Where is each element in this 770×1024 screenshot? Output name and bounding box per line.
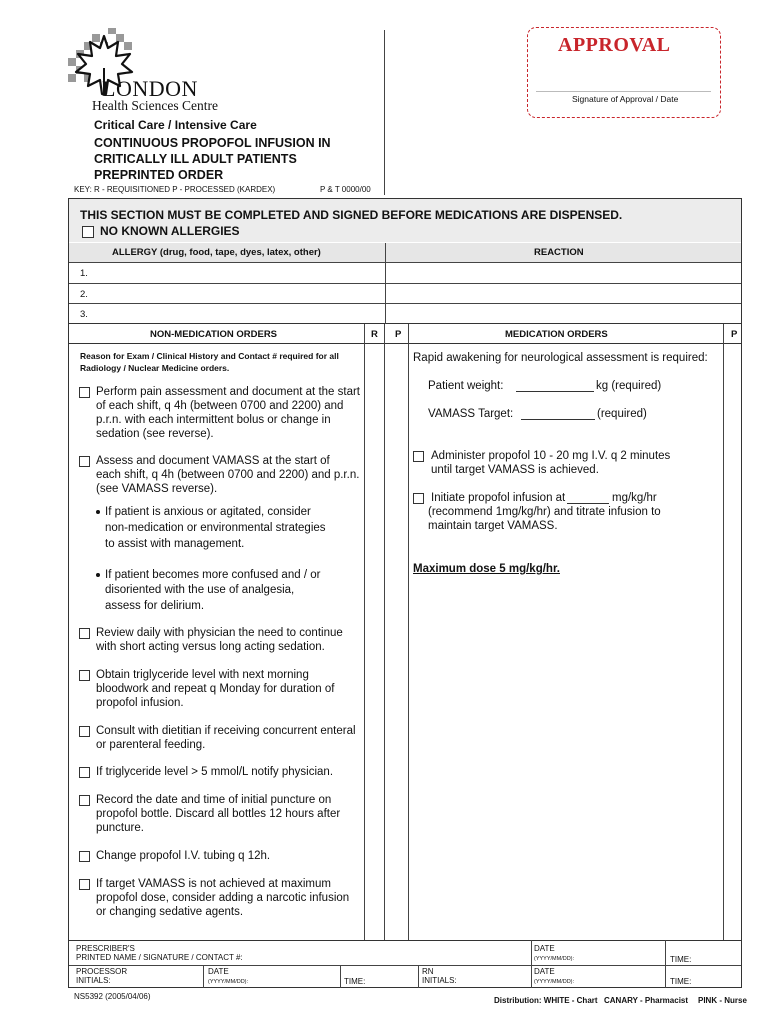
order-line: Change propofol I.V. tubing q 12h. xyxy=(96,850,271,862)
order-line: Consult with dietitian if receiving concurrent enteral xyxy=(96,725,356,737)
header-divider xyxy=(384,30,385,195)
vamass-assessment-checkbox[interactable] xyxy=(79,456,90,467)
order-line: If patient becomes more confused and / or xyxy=(105,569,321,581)
allergy-column-header: ALLERGY (drug, food, tape, dyes, latex, other) xyxy=(112,247,321,258)
initiate-infusion-checkbox[interactable] xyxy=(413,493,424,504)
r-column-header: R xyxy=(371,329,378,340)
approval-title: APPROVAL xyxy=(558,34,671,56)
record-puncture-checkbox[interactable] xyxy=(79,795,90,806)
p-column-header: P xyxy=(395,329,402,340)
rn-date-format[interactable]: (YYYY/MM/DD): xyxy=(534,979,575,985)
order-line: with short acting versus long acting sedation. xyxy=(96,641,325,653)
allergy-row-3-number: 3. xyxy=(80,309,88,320)
order-line: Administer propofol 10 - 20 mg I.V. q 2 minutes xyxy=(431,450,671,462)
order-line: disoriented with the use of analgesia, xyxy=(105,584,295,596)
allergy-row-line xyxy=(69,262,741,263)
allergy-row-2-field[interactable] xyxy=(90,285,380,302)
vamass-target-field[interactable] xyxy=(521,419,595,420)
med-intro: Rapid awakening for neurological assessment is required: xyxy=(413,352,708,364)
triglyceride-notify-checkbox[interactable] xyxy=(79,767,90,778)
distribution-pink: PINK - Nurse xyxy=(698,996,747,1005)
order-line: until target VAMASS is achieved. xyxy=(431,464,599,476)
form-title-line-2: CRITICALLY ILL ADULT PATIENTS xyxy=(94,152,297,166)
prescriber-label-1: PRESCRIBER'S xyxy=(76,944,135,953)
processor-label-1: PROCESSOR xyxy=(76,967,128,976)
order-line: or parenteral feeding. xyxy=(96,739,206,751)
review-sedation-checkbox[interactable] xyxy=(79,628,90,639)
footer-divider xyxy=(203,965,204,988)
dietitian-consult-checkbox[interactable] xyxy=(79,726,90,737)
order-line: each shift, q 4h (between 0700 and 2200) and p.r.n. xyxy=(96,469,360,481)
form-code: NS5392 (2005/04/06) xyxy=(74,992,151,1001)
rn-date-label: DATE xyxy=(534,967,555,976)
order-line: to assist with management. xyxy=(105,538,245,550)
no-known-allergies-checkbox[interactable] xyxy=(82,226,94,238)
order-line: sedation (see reverse). xyxy=(96,428,214,440)
order-line: propofol bottle. Discard all bottles 12 hours after xyxy=(96,808,341,820)
non-med-intro-line-2: Radiology / Nuclear Medicine orders. xyxy=(80,363,230,373)
allergy-row-2-number: 2. xyxy=(80,289,88,300)
footer-divider xyxy=(531,940,532,988)
logo-subtitle: Health Sciences Centre xyxy=(92,98,218,113)
logo-name: LONDON xyxy=(102,76,198,101)
department: Critical Care / Intensive Care xyxy=(94,118,257,132)
orders-body-divider xyxy=(408,344,409,940)
distribution-white: Distribution: WHITE - Chart xyxy=(494,996,598,1005)
allergy-banner: THIS SECTION MUST BE COMPLETED AND SIGNED BEFORE MEDICATIONS ARE DISPENSED. xyxy=(80,208,623,222)
patient-weight-label: Patient weight: xyxy=(428,380,504,392)
rn-time-label[interactable]: TIME: xyxy=(670,977,692,986)
prescriber-signature-field[interactable] xyxy=(250,942,526,963)
allergy-row-3-field[interactable] xyxy=(90,305,380,322)
pain-assessment-checkbox[interactable] xyxy=(79,387,90,398)
processor-label-2[interactable]: INITIALS: xyxy=(76,976,111,985)
order-line: If target VAMASS is not achieved at maximum xyxy=(96,878,331,890)
processor-time-label[interactable]: TIME: xyxy=(344,977,366,986)
order-line: (recommend 1mg/kg/hr) and titrate infusion to xyxy=(428,506,661,518)
orders-header-divider xyxy=(408,324,409,344)
order-line: (see VAMASS reverse). xyxy=(96,483,218,495)
order-line: Review daily with physician the need to continue xyxy=(96,627,343,639)
order-line: Record the date and time of initial puncture on xyxy=(96,794,332,806)
footer-divider xyxy=(340,965,341,988)
non-med-orders-header: NON-MEDICATION ORDERS xyxy=(150,329,278,340)
max-dose: Maximum dose 5 mg/kg/hr. xyxy=(413,563,560,575)
reaction-column-header: REACTION xyxy=(534,247,584,258)
reaction-row-1-field[interactable] xyxy=(390,264,735,282)
triglyceride-level-checkbox[interactable] xyxy=(79,670,90,681)
no-known-allergies-label: NO KNOWN ALLERGIES xyxy=(100,224,240,238)
order-line: Obtain triglyceride level with next morning xyxy=(96,669,309,681)
form-title-line-3: PREPRINTED ORDER xyxy=(94,168,224,182)
initiate-infusion-label: Initiate propofol infusion at xyxy=(431,492,566,504)
order-line: non-medication or environmental strategies xyxy=(105,522,326,534)
administer-propofol-checkbox[interactable] xyxy=(413,451,424,462)
vamass-target-label: VAMASS Target: xyxy=(428,408,514,420)
bullet-dot xyxy=(96,510,100,514)
change-tubing-checkbox[interactable] xyxy=(79,851,90,862)
reaction-row-3-field[interactable] xyxy=(390,305,735,322)
order-line: Assess and document VAMASS at the start of xyxy=(96,455,330,467)
order-line: puncture. xyxy=(96,822,144,834)
allergy-row-line xyxy=(69,303,741,304)
bullet-dot xyxy=(96,573,100,577)
allergy-row-1-field[interactable] xyxy=(90,264,380,282)
orders-header-divider xyxy=(384,324,385,344)
allergy-row-1-number: 1. xyxy=(80,268,88,279)
order-line: maintain target VAMASS. xyxy=(428,520,558,532)
orders-body-divider xyxy=(384,344,385,940)
prescriber-label-2: PRINTED NAME / SIGNATURE / CONTACT #: xyxy=(76,953,243,962)
footer-row-line xyxy=(69,965,741,966)
med-orders-header: MEDICATION ORDERS xyxy=(505,329,608,340)
prescriber-time-label[interactable]: TIME: xyxy=(670,955,692,964)
non-med-intro-line-1: Reason for Exam / Clinical History and Contact # required for all xyxy=(80,351,339,361)
order-line: of each shift, q 4h (between 0700 and 2200) and xyxy=(96,400,344,412)
order-line: propofol infusion. xyxy=(96,697,184,709)
distribution-canary: CANARY - Pharmacist xyxy=(604,996,689,1005)
infusion-rate-field[interactable] xyxy=(567,503,609,504)
pt-code: P & T 0000/00 xyxy=(320,185,371,194)
footer-divider xyxy=(665,940,666,988)
approval-signature-line xyxy=(536,91,711,92)
order-line: p.r.n. with each intermittent bolus or change in xyxy=(96,414,331,426)
patient-weight-field[interactable] xyxy=(516,391,594,392)
order-line: If patient is anxious or agitated, consider xyxy=(105,506,311,518)
order-line: If triglyceride level > 5 mmol/L notify physician. xyxy=(96,766,334,778)
order-line: assess for delirium. xyxy=(105,600,205,612)
infusion-rate-unit: mg/kg/hr xyxy=(612,492,657,504)
footer-divider xyxy=(418,965,419,988)
orders-header-divider xyxy=(364,324,365,344)
prescriber-date-label: DATE xyxy=(534,944,555,953)
processor-date-format[interactable]: (YYYY/MM/DD): xyxy=(208,979,249,985)
form-title-line-1: CONTINUOUS PROPOFOL INFUSION IN xyxy=(94,136,331,150)
reaction-row-2-field[interactable] xyxy=(390,285,735,302)
patient-weight-unit: kg (required) xyxy=(596,380,662,392)
rn-label-1: RN xyxy=(422,967,434,976)
allergy-row-line xyxy=(69,283,741,284)
order-line: Perform pain assessment and document at the start xyxy=(96,386,360,398)
approval-signature-label[interactable]: Signature of Approval / Date xyxy=(572,94,679,104)
order-line: bloodwork and repeat q Monday for duration of xyxy=(96,683,335,695)
order-line: propofol dose, consider adding a narcotic infusion xyxy=(96,892,350,904)
processor-date-label: DATE xyxy=(208,967,229,976)
orders-body-divider xyxy=(723,344,724,940)
rn-label-2[interactable]: INITIALS: xyxy=(422,976,457,985)
key-text: KEY: R - REQUISITIONED P - PROCESSED (KARDEX) xyxy=(74,185,276,194)
vamass-not-achieved-checkbox[interactable] xyxy=(79,879,90,890)
order-line: or changing sedative agents. xyxy=(96,906,244,918)
vamass-target-unit: (required) xyxy=(597,408,647,420)
orders-body-divider xyxy=(364,344,365,940)
p2-column-header: P xyxy=(731,329,738,340)
prescriber-date-format[interactable]: (YYYY/MM/DD): xyxy=(534,956,575,962)
orders-header-divider xyxy=(723,324,724,344)
